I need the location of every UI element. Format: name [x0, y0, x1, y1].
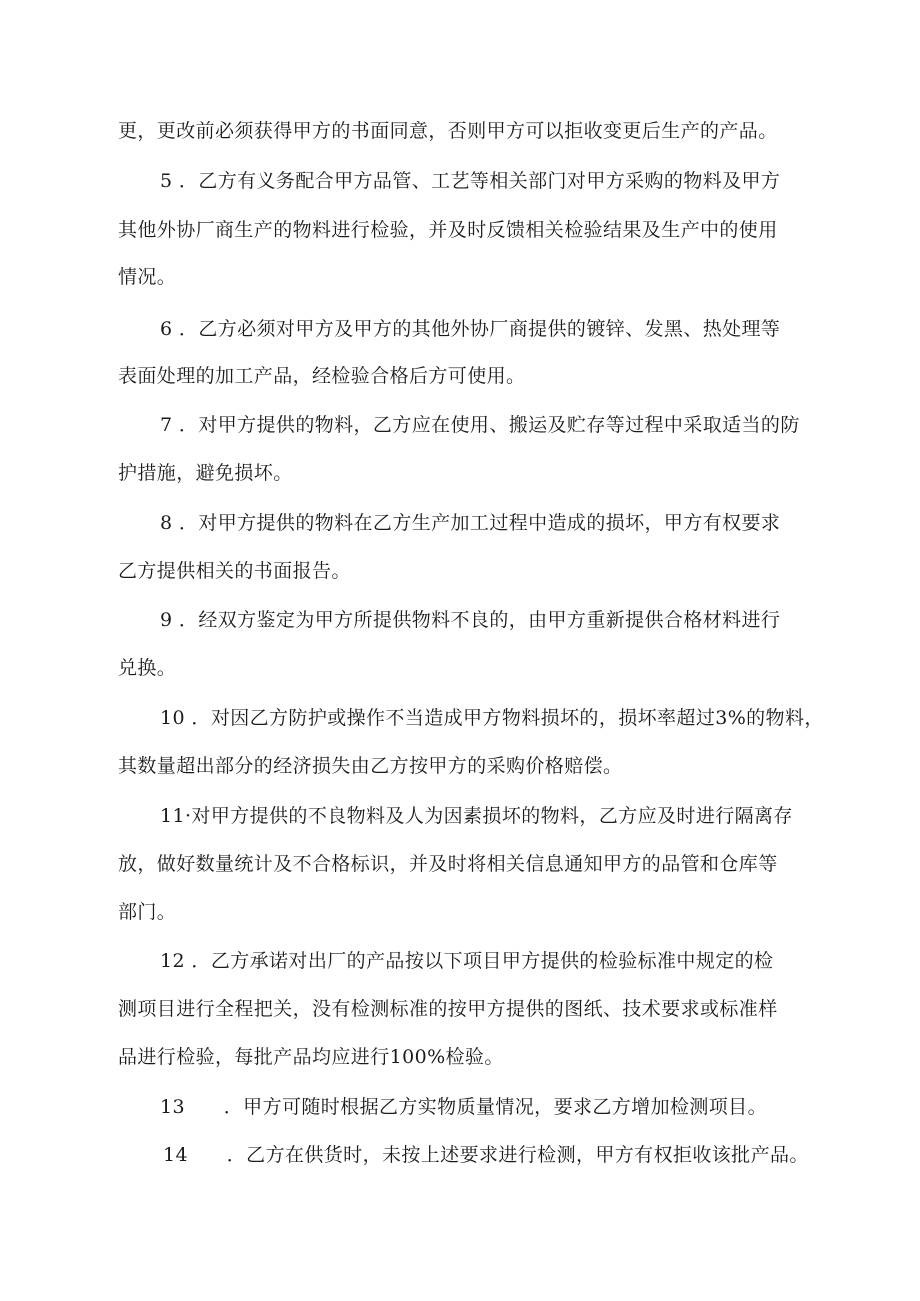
text-line: 13 ．甲方可随时根据乙方实物质量情况，要求乙方增加检测项目。 — [160, 1096, 767, 1118]
text-line: 乙方提供相关的书面报告。 — [118, 560, 351, 582]
text-line: 11·对甲方提供的不良物料及人为因素损坏的物料，乙方应及时进行隔离存 — [160, 805, 793, 827]
text-line: 品进行检验，每批产品均应进行100%检验。 — [118, 1046, 504, 1068]
text-line: 14 ．乙方在供货时，未按上述要求进行检测，甲方有权拒收该批产品。 — [163, 1144, 809, 1166]
text-line: 部门。 — [118, 901, 177, 923]
text-line: 情况。 — [118, 266, 177, 288]
text-line: 6 ．乙方必须对甲方及甲方的其他外协厂商提供的镀锌、发黑、热处理等 — [160, 318, 781, 340]
text-line: 其他外协厂商生产的物料进行检验，并及时反馈相关检验结果及生产中的使用 — [118, 219, 778, 241]
text-line: 兑换。 — [118, 657, 177, 679]
text-line: 更，更改前必须获得甲方的书面同意，否则甲方可以拒收变更后生产的产品。 — [118, 120, 778, 142]
text-line: 5 ．乙方有义务配合甲方品管、工艺等相关部门对甲方采购的物料及甲方 — [160, 170, 781, 192]
text-line: 护措施，避免损坏。 — [118, 462, 293, 484]
text-line: 12 ．乙方承诺对出厂的产品按以下项目甲方提供的检验标准中规定的检 — [160, 950, 774, 972]
text-line: 测项目进行全程把关，没有检测标准的按甲方提供的图纸、技术要求或标准样 — [118, 998, 778, 1020]
text-line: 7 ．对甲方提供的物料，乙方应在使用、搬运及贮存等过程中采取适当的防 — [160, 414, 800, 436]
text-line: 10 ．对因乙方防护或操作不当造成甲方物料损坏的，损坏率超过3%的物料， — [160, 707, 824, 729]
text-line: 放，做好数量统计及不合格标识，并及时将相关信息通知甲方的品管和仓库等 — [118, 853, 778, 875]
text-line: 9 ．经双方鉴定为甲方所提供物料不良的，由甲方重新提供合格材料进行 — [160, 609, 781, 631]
text-line: 表面处理的加工产品，经检验合格后方可使用。 — [118, 365, 526, 387]
text-line: 8 ．对甲方提供的物料在乙方生产加工过程中造成的损坏，甲方有权要求 — [160, 512, 781, 534]
text-line: 其数量超出部分的经济损失由乙方按甲方的采购价格赔偿。 — [118, 755, 623, 777]
